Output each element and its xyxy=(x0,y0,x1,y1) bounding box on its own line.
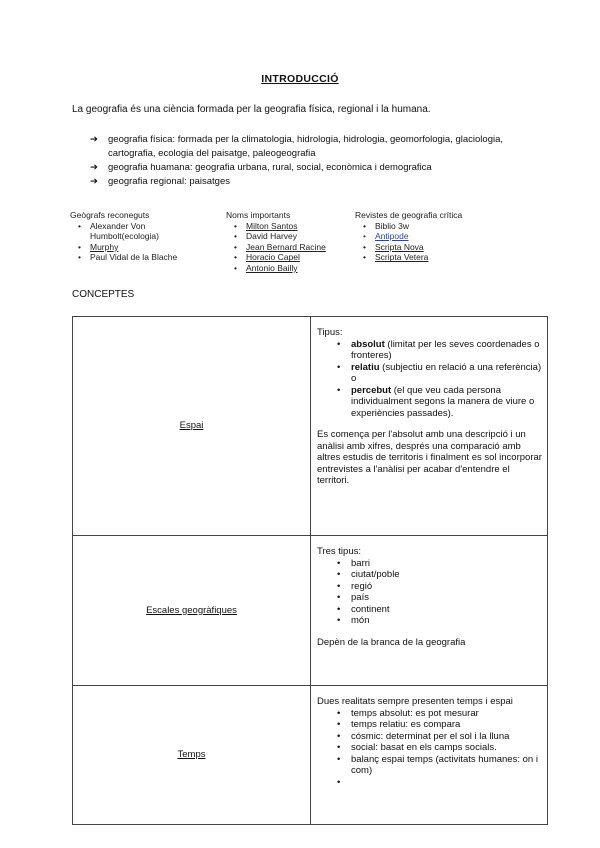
link-jean-bernard-racine[interactable]: • Jean Bernard Racine xyxy=(226,242,326,253)
list-item: • món xyxy=(317,615,543,627)
concept-name-cell xyxy=(73,317,311,536)
list-item: • Biblio 3w xyxy=(355,221,462,232)
link-murphy[interactable]: • Murphy xyxy=(70,242,177,253)
description-footer: Depèn de la branca de la geografia xyxy=(317,636,466,648)
description-intro: Dues realitats sempre presenten temps i espai xyxy=(317,696,513,707)
list-item: • percebut (el que veu cada persona individualment segons la manera de viure o experiències passades). xyxy=(317,385,543,420)
revistes-column xyxy=(355,210,462,263)
table-row xyxy=(73,536,548,686)
concept-name-cell xyxy=(73,536,311,686)
arrow-bullet-icon: ➔ xyxy=(90,134,98,145)
column-heading: Noms importants xyxy=(226,210,291,220)
list-item: • David Harvey xyxy=(226,231,326,242)
description-paragraph: Es comença per l'absolut amb una descripció i un anàlisi amb xifres, després una comparació amb altres estudis de territoris i finalment es sol incorporar entrevistes a l'anàlisi per acabar d'entendre el territori. xyxy=(317,429,542,486)
list-item: • continent xyxy=(317,604,543,616)
list-item-text: geografia huamana: geografia urbana, rural, social, econòmica i demografica xyxy=(108,162,432,173)
intro-paragraph: La geografia és una ciència formada per la geografia física, regional i la humana. xyxy=(72,104,431,115)
concept-name-cell xyxy=(73,686,311,825)
concept-description-cell xyxy=(311,686,548,825)
list-item: • temps absolut: es pot mesurar xyxy=(317,708,543,720)
list-item: • cósmic: determinat per el sol i la lluna xyxy=(317,731,543,743)
list-item xyxy=(317,777,543,789)
list-item: • relatiu (subjectiu en relació a una referència) o xyxy=(317,362,543,385)
list-item: • ciutat/poble xyxy=(317,569,543,581)
list-item-text: geografia regional: paisatges xyxy=(108,176,231,187)
link-antipode[interactable]: • Antipode xyxy=(355,231,462,242)
section-title: CONCEPTES xyxy=(72,289,135,300)
geography-branches-list xyxy=(90,133,530,189)
list-item-text: geografia física: formada per la climatologia, hidrologia, hidrologia, geomorfologia, glaciologia, cartografia, ecologia del paisatge, paleogeografia xyxy=(108,134,504,159)
link-scripta-nova[interactable]: • Scripta Nova xyxy=(355,242,462,253)
link-horacio-capel[interactable]: • Horacio Capel xyxy=(226,252,326,263)
list-item: • temps relatiu: es compara xyxy=(317,719,543,731)
list-item: • barri xyxy=(317,558,543,570)
description-intro: Tres tipus: xyxy=(317,546,361,557)
concept-name: Escales geogràfiques xyxy=(146,604,237,616)
concept-description-cell xyxy=(311,536,548,686)
geografs-column xyxy=(70,210,177,263)
list-item: • balanç espai temps (activitats humanes: on i com) xyxy=(317,754,543,777)
list-item: • país xyxy=(317,592,543,604)
page-title: INTRODUCCIÓ xyxy=(261,73,339,85)
concept-name: Espai xyxy=(179,420,204,432)
table-row xyxy=(73,317,548,536)
list-item xyxy=(90,133,530,161)
list-item: • regió xyxy=(317,581,543,593)
concepts-table xyxy=(72,316,548,825)
concept-name: Temps xyxy=(177,749,206,761)
list-item: Humbolt(ecologia) xyxy=(90,231,159,242)
list-item xyxy=(90,175,530,189)
column-heading: Geògrafs reconeguts xyxy=(70,210,150,220)
noms-column xyxy=(226,210,326,274)
link-milton-santos[interactable]: • Milton Santos xyxy=(226,221,326,232)
list-item xyxy=(90,161,530,175)
arrow-bullet-icon: ➔ xyxy=(90,162,98,173)
list-item: • absolut (limitat per les seves coordenades o fronteres) xyxy=(317,339,543,362)
description-intro: Tipus: xyxy=(317,327,343,338)
link-scripta-vetera[interactable]: • Scripta Vetera xyxy=(355,252,462,263)
list-item: • Alexander Von xyxy=(70,221,177,232)
list-item: • social: basat en els camps socials. xyxy=(317,742,543,754)
column-heading: Revistes de geografia crítica xyxy=(355,210,463,220)
table-row xyxy=(73,686,548,825)
link-antonio-bailly[interactable]: • Antonio Bailly xyxy=(226,263,326,274)
concept-description-cell xyxy=(311,317,548,536)
list-item: • Paul Vidal de la Blache xyxy=(70,252,177,263)
arrow-bullet-icon: ➔ xyxy=(90,176,98,187)
